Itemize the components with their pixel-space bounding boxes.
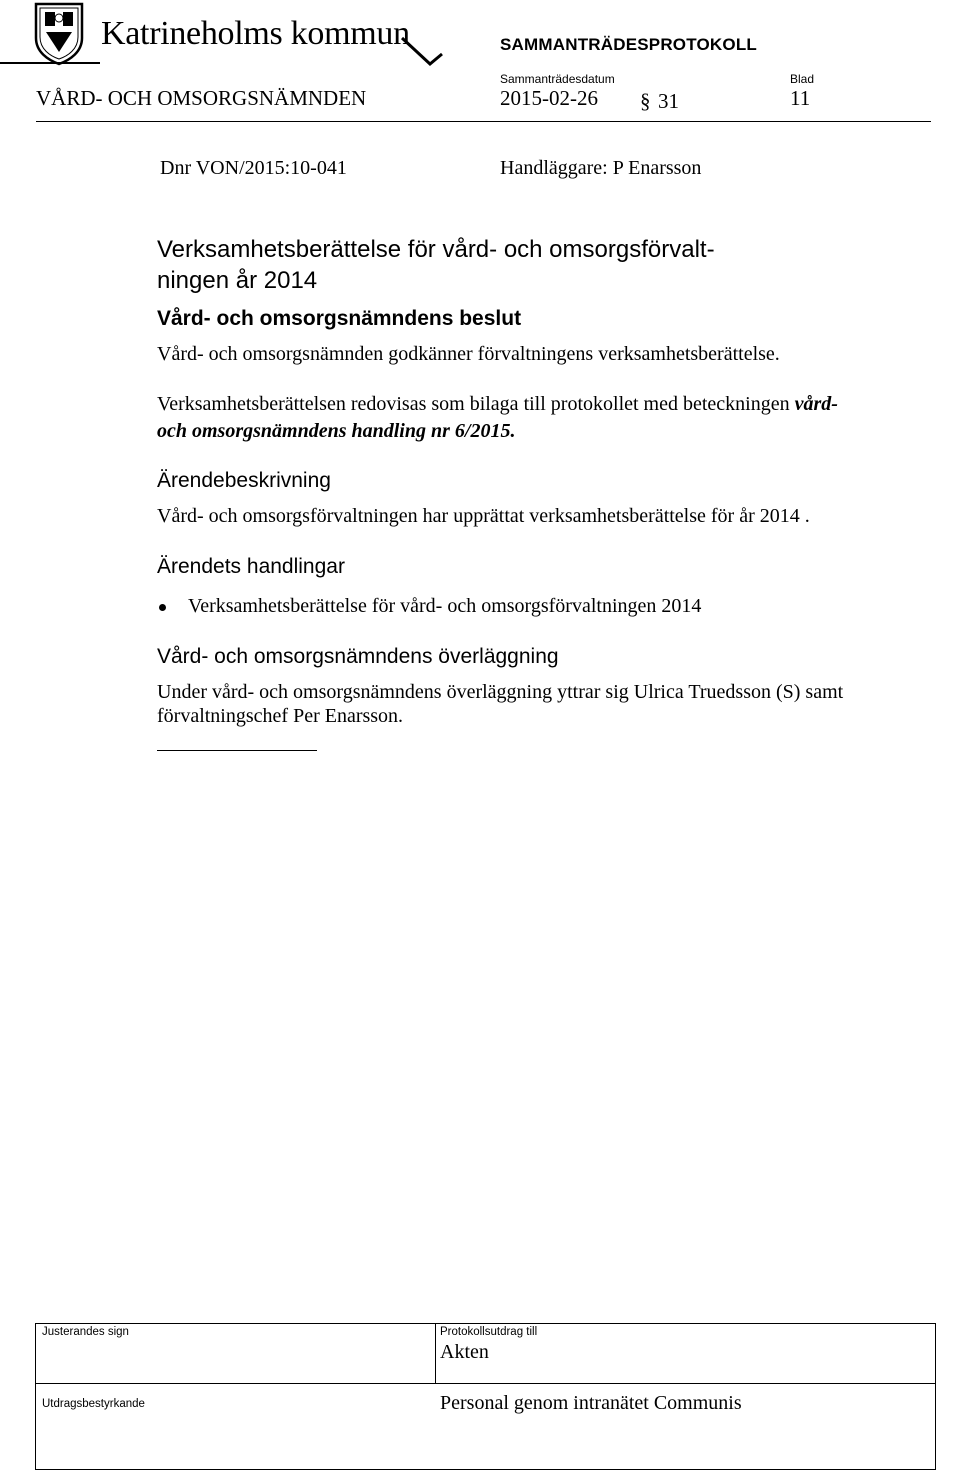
deliberation-heading: Vård- och omsorgsnämndens överläggning [157, 645, 559, 668]
decision-text-2 [157, 393, 838, 416]
documents-heading: Ärendets handlingar [157, 555, 345, 578]
extract-certification-label: Utdragsbestyrkande [42, 1398, 145, 1410]
extract-to-label: Protokollsutdrag till [440, 1326, 538, 1338]
section-number: 31 [658, 89, 679, 113]
bullet-icon [159, 604, 166, 611]
page-title-line-1: Verksamhetsberättelse för vård- och omsorgsförvalt- [157, 236, 715, 263]
signature-box-row-divider [35, 1383, 936, 1384]
header-rule-left [0, 62, 100, 64]
page-label: Blad [790, 72, 815, 86]
page-title-line-2: ningen år 2014 [157, 267, 318, 294]
section-sign: § [640, 89, 651, 113]
decision-heading: Vård- och omsorgsnämndens beslut [157, 307, 522, 330]
deliberation-text-1: Under vård- och omsorgsnämndens överläggning yttrar sig Ulrica Truedsson (S) samt [157, 681, 844, 703]
description-heading: Ärendebeskrivning [157, 469, 331, 492]
committee-name: VÅRD- OCH OMSORGSNÄMNDEN [36, 86, 367, 110]
signature-box-divider [435, 1323, 436, 1383]
brand-swoosh-icon [400, 30, 444, 66]
page-number: 11 [790, 86, 811, 110]
section-end-rule [157, 750, 317, 751]
municipality-coat-of-arms-icon [32, 2, 86, 66]
description-text: Vård- och omsorgsförvaltningen har upprättat verksamhetsberättelse för år 2014 . [157, 505, 810, 527]
deliberation-text-2: förvaltningschef Per Enarsson. [157, 705, 404, 727]
municipality-name: Katrineholms kommun [101, 15, 410, 52]
extract-to-value: Akten [440, 1341, 489, 1363]
meeting-date: 2015-02-26 [500, 86, 598, 110]
documents-list-item: Verksamhetsberättelse för vård- och omsorgsförvaltningen 2014 [188, 595, 702, 617]
meeting-date-label: Sammanträdesdatum [500, 72, 615, 86]
document-type-title: SAMMANTRÄDESPROTOKOLL [500, 35, 757, 54]
decision-text-2-emphasis: vård- [794, 393, 838, 415]
case-number: Dnr VON/2015:10-041 [160, 157, 347, 179]
decision-text-2-main: Verksamhetsberättelsen redovisas som bilaga till protokollet med beteckningen [157, 393, 790, 415]
case-handler: Handläggare: P Enarsson [500, 157, 702, 179]
decision-text-1: Vård- och omsorgsnämnden godkänner förvaltningens verksamhetsberättelse. [157, 343, 780, 365]
decision-text-3: och omsorgsnämndens handling nr 6/2015. [157, 420, 516, 442]
header-divider [36, 121, 931, 122]
adjuster-sign-label: Justerandes sign [42, 1326, 129, 1338]
extract-recipient: Personal genom intranätet Communis [440, 1392, 742, 1414]
